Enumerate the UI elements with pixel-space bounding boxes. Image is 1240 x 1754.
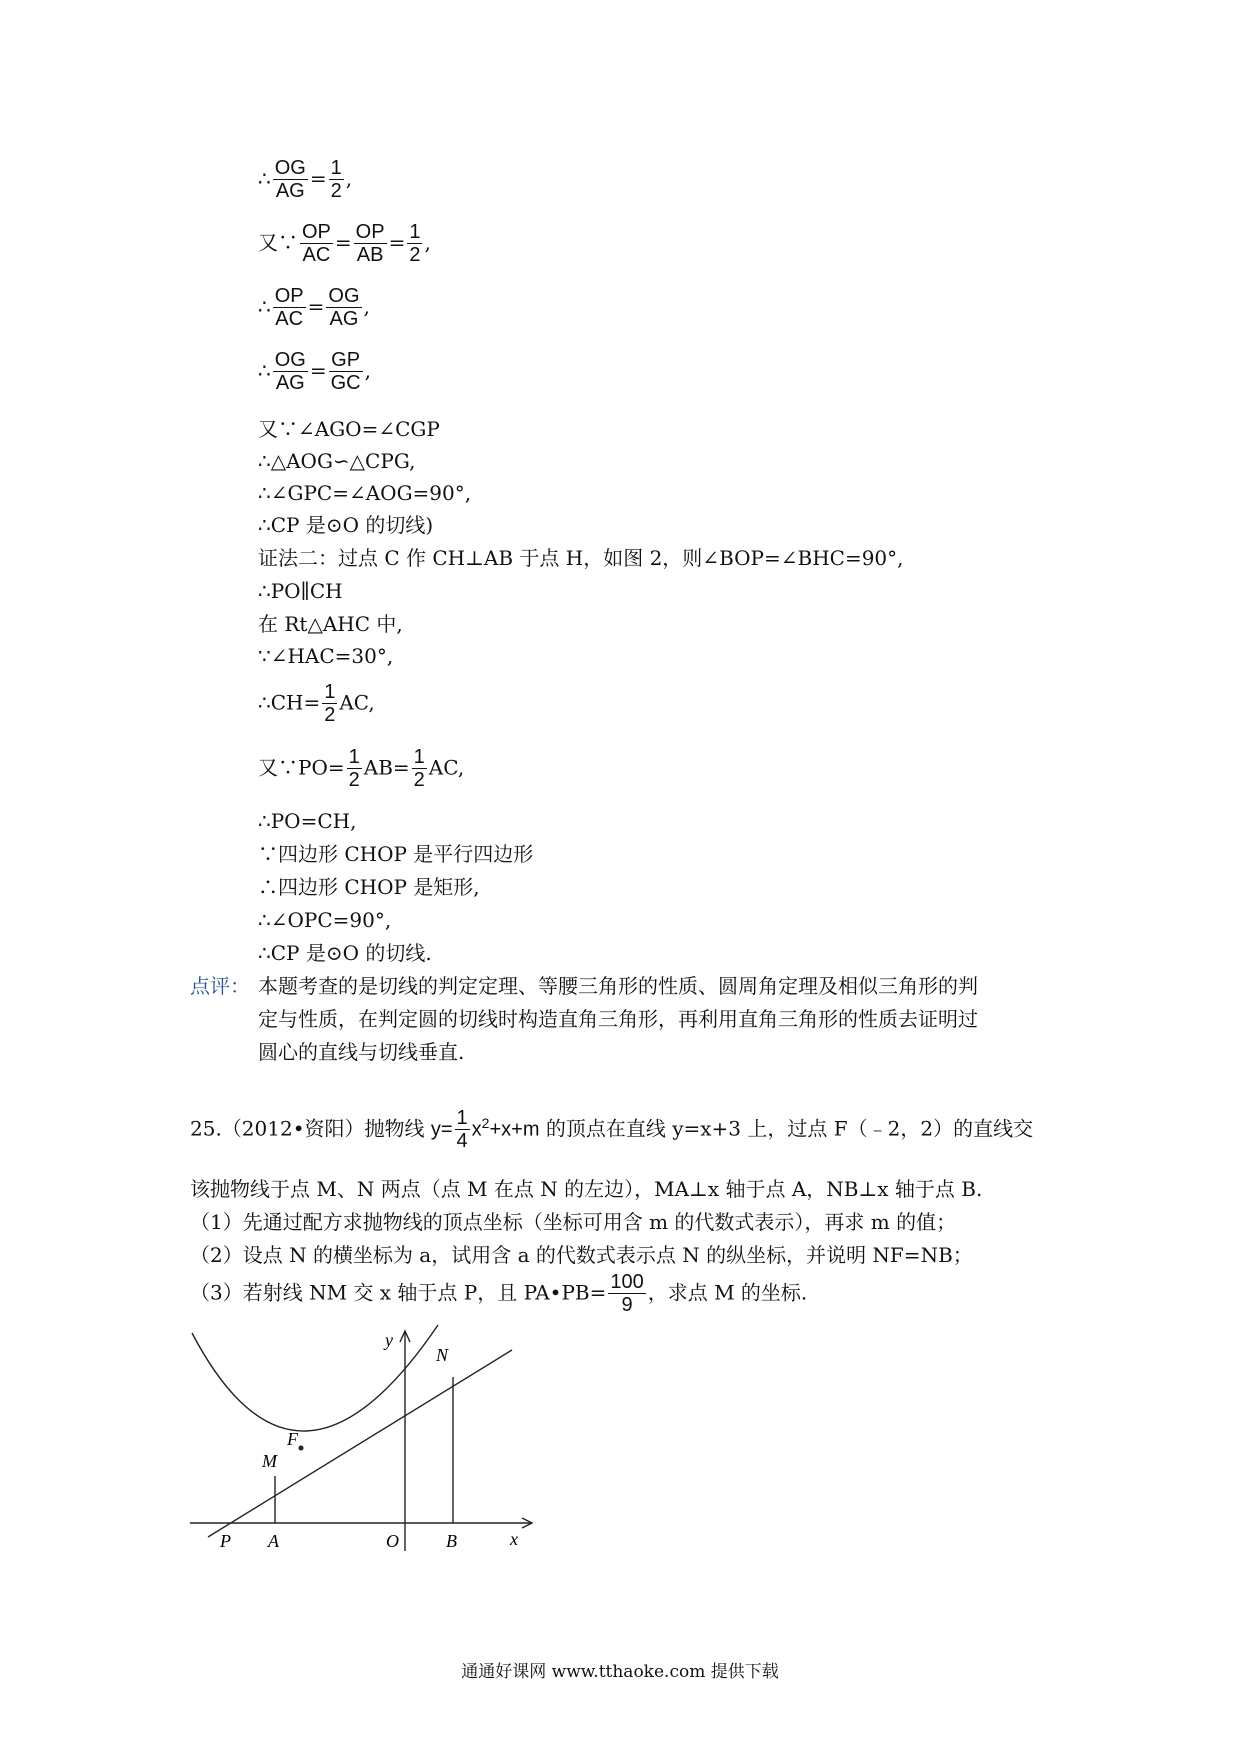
numerator: OP <box>355 221 385 243</box>
text: 的顶点在直线 y=x+3 上，过点 F（﹣2，2）的直线交 <box>539 1116 1034 1141</box>
punct: , <box>345 166 353 191</box>
proof-line-17: ∴四边形 CHOP 是矩形, <box>258 875 480 899</box>
fraction <box>273 350 308 394</box>
numerator: 100 <box>610 1271 644 1293</box>
comment-label <box>190 973 250 999</box>
label-p: P <box>220 1531 231 1551</box>
text: 又∵PO= <box>258 755 345 780</box>
fraction <box>608 1272 645 1316</box>
proof-line-15: ∴PO=CH, <box>258 809 357 833</box>
label-n: N <box>436 1345 449 1365</box>
proof-line-4 <box>258 350 371 394</box>
comment-line-2: 定与性质，在判定圆的切线时构造直角三角形，再利用直角三角形的性质去证明过 <box>258 1007 978 1031</box>
label-m: M <box>262 1451 277 1471</box>
text: ∴CH= <box>258 690 321 715</box>
fraction <box>326 286 361 330</box>
denominator: 2 <box>409 244 421 266</box>
fraction <box>329 350 363 394</box>
symbol: ∴ <box>258 166 271 191</box>
proof-line-2 <box>258 222 431 266</box>
numerator: 1 <box>409 221 421 243</box>
denominator: AC <box>302 244 331 266</box>
numerator: 1 <box>413 746 425 768</box>
denominator: GC <box>330 372 361 394</box>
proof-line-19: ∴CP 是⊙O 的切线. <box>258 941 432 965</box>
fraction <box>300 222 333 266</box>
punct: , <box>363 294 370 319</box>
fraction <box>407 222 422 266</box>
fraction <box>412 747 427 791</box>
problem-number: 25.（2012•资阳）抛物线 <box>190 1116 431 1141</box>
fraction <box>354 222 387 266</box>
proof-line-11: 在 Rt△AHC 中, <box>258 612 403 636</box>
symbol: 又∵ <box>258 230 298 255</box>
proof-line-8: ∴CP 是⊙O 的切线) <box>258 513 434 537</box>
formula-y: y= <box>430 1118 453 1141</box>
denominator: 2 <box>348 769 360 791</box>
numerator: OG <box>274 157 306 179</box>
denominator: AC <box>275 308 304 330</box>
punct: , <box>424 230 431 255</box>
label-y: y <box>385 1330 393 1350</box>
fraction <box>455 1108 470 1152</box>
question-3 <box>190 1272 807 1316</box>
numerator: GP <box>329 350 363 372</box>
fraction <box>273 158 308 202</box>
punct: , <box>364 358 371 383</box>
label-a: A <box>268 1531 279 1551</box>
formula-tail: +x+m <box>489 1118 540 1141</box>
numerator: OP <box>302 221 331 243</box>
equals: = <box>309 358 327 383</box>
parabola-figure <box>190 1315 550 1555</box>
label-b: B <box>446 1531 457 1551</box>
proof-line-1 <box>258 158 352 202</box>
numerator: OG <box>274 349 306 371</box>
proof-line-5: 又∵∠AGO=∠CGP <box>258 417 440 441</box>
equals: = <box>334 230 352 255</box>
equals: = <box>388 230 406 255</box>
denominator: AG <box>329 308 359 330</box>
numerator: 1 <box>324 681 336 703</box>
text: AB= <box>363 755 410 780</box>
text: AC, <box>339 690 375 715</box>
text: ，求点 M 的坐标. <box>647 1280 808 1305</box>
problem-line-2: 该抛物线于点 M、N 两点（点 M 在点 N 的左边），MA⊥x 轴于点 A，NB⊥x 轴于点 B. <box>190 1177 983 1201</box>
fraction <box>347 747 362 791</box>
denominator: AB <box>356 244 384 266</box>
symbol: ∴ <box>258 358 271 383</box>
fraction <box>322 682 337 726</box>
problem-line-1 <box>190 1108 1033 1152</box>
proof-line-6: ∴△AOG∽△CPG, <box>258 449 416 473</box>
exponent: 2 <box>481 1114 490 1131</box>
question-1: （1）先通过配方求抛物线的顶点坐标（坐标可用含 m 的代数式表示），再求 m 的值； <box>190 1210 957 1234</box>
proof-line-16: ∵四边形 CHOP 是平行四边形 <box>258 842 534 866</box>
comment-line-3: 圆心的直线与切线垂直. <box>258 1040 465 1064</box>
line-pn <box>208 1350 512 1537</box>
numerator: 1 <box>348 746 360 768</box>
denominator: 9 <box>621 1294 633 1316</box>
text: AC, <box>428 755 465 780</box>
label-f: F <box>287 1429 298 1449</box>
numerator: 1 <box>456 1107 468 1129</box>
denominator: 4 <box>456 1130 468 1152</box>
fraction <box>329 158 344 202</box>
page-footer: 通通好课网 www.tthaoke.com 提供下载 <box>461 1662 779 1682</box>
denominator: 2 <box>413 769 425 791</box>
label-o: O <box>386 1531 399 1551</box>
equals: = <box>309 166 327 191</box>
question-2: （2）设点 N 的横坐标为 a，试用含 a 的代数式表示点 N 的纵坐标，并说明 NF=NB； <box>190 1243 973 1267</box>
denominator: 2 <box>330 180 342 202</box>
label-x: x <box>510 1529 518 1549</box>
proof-line-10: ∴PO∥CH <box>258 579 343 603</box>
proof-line-3 <box>258 286 370 330</box>
numerator: OG <box>328 285 360 307</box>
comment-line-1: 本题考查的是切线的判定定理、等腰三角形的性质、圆周角定理及相似三角形的判 <box>258 974 978 998</box>
proof-line-18: ∴∠OPC=90°, <box>258 908 392 932</box>
equals: = <box>307 294 325 319</box>
fraction <box>273 286 306 330</box>
comment-label-text: 点评： <box>190 974 250 998</box>
proof-line-13 <box>258 682 375 726</box>
symbol: ∴ <box>258 294 271 319</box>
proof-line-7: ∴∠GPC=∠AOG=90°, <box>258 481 472 505</box>
numerator: 1 <box>330 157 342 179</box>
denominator: AG <box>275 180 305 202</box>
point-f <box>299 1446 304 1451</box>
proof-line-9: 证法二：过点 C 作 CH⊥AB 于点 H，如图 2，则∠BOP=∠BHC=90°, <box>258 546 904 570</box>
denominator: AG <box>275 372 305 394</box>
formula-x: x <box>471 1118 482 1141</box>
proof-line-12: ∵∠HAC=30°, <box>258 644 394 668</box>
text: （3）若射线 NM 交 x 轴于点 P，且 PA•PB= <box>190 1280 607 1305</box>
proof-line-14 <box>258 747 464 791</box>
numerator: OP <box>274 285 304 307</box>
denominator: 2 <box>324 704 336 726</box>
